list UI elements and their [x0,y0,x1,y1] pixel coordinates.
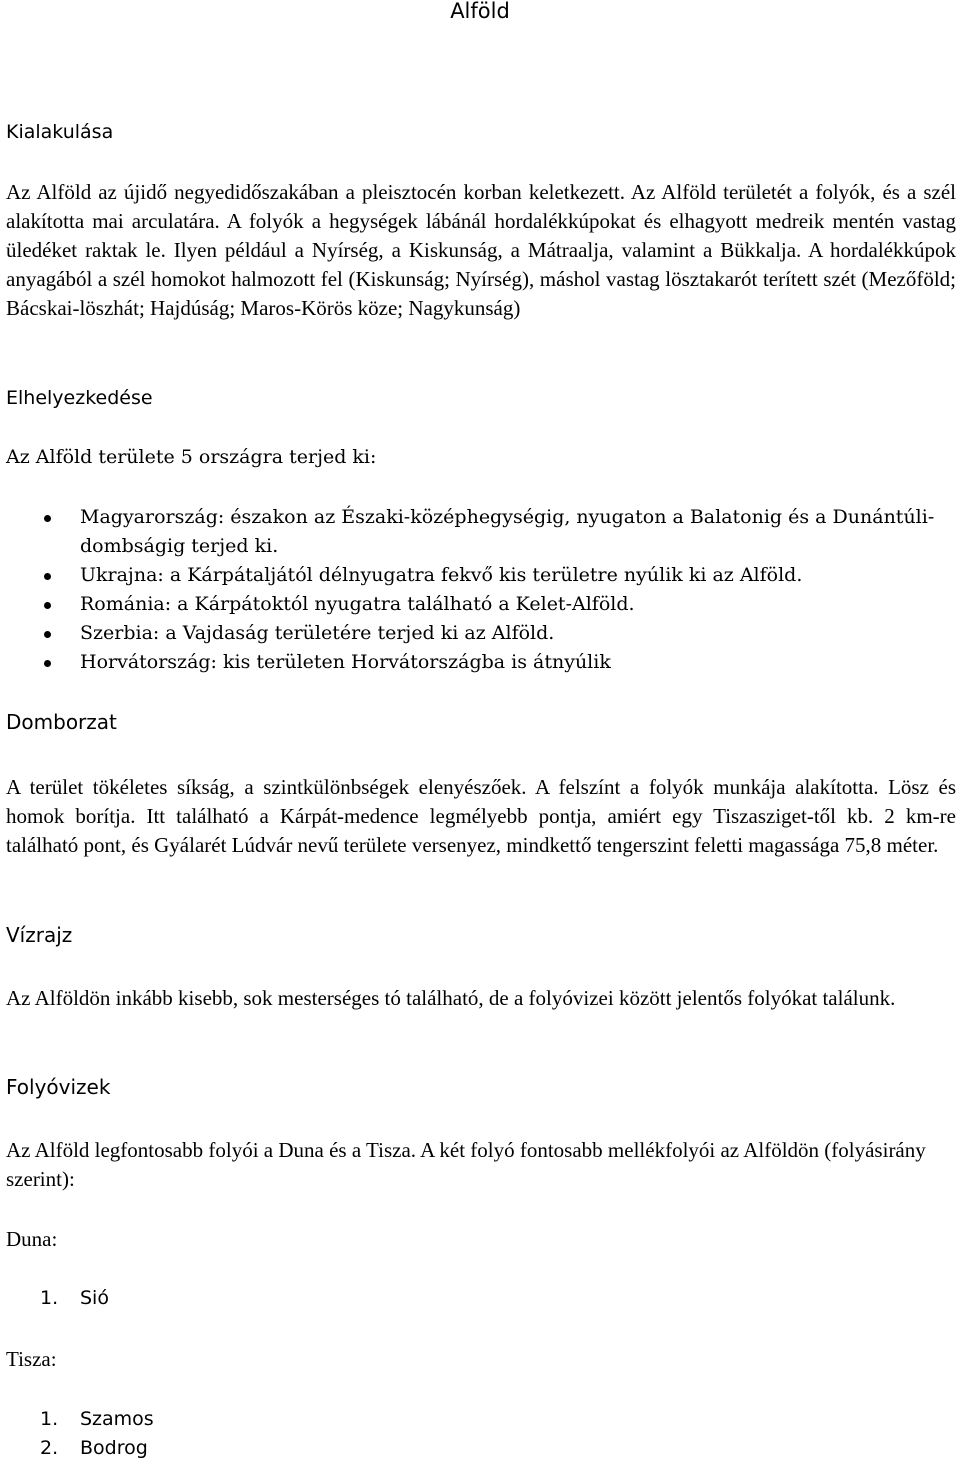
list-item-text: Szamos [80,1408,154,1430]
list-item-number: 2. [40,1437,59,1459]
paragraph-folyovizek: Az Alföld legfontosabb folyói a Duna és a Tisza. A két folyó fontosabb mellékfolyói az Alföldön (folyásirány szerint): [6,1138,926,1191]
bullet-icon [44,602,51,609]
paragraph-domborzat: A terület tökéletes síkság, a szintkülönbségek elenyészőek. A felszínt a folyók munkája alakította. Lösz és homok borítja. Itt található a Kárpát-medence legmélyebb pontja, amiért egy Tiszasziget-től kb. 2 km-re található pont, és Gyálarét Lúdvár nevű területe versenyez, mindkettő tengerszint feletti magassága 75,8 méter. [6,775,956,857]
list-item [0,503,950,561]
list-item [0,648,950,677]
list-item-text: Románia: a Kárpátoktól nyugatra található a Kelet-Alföld. [80,593,635,615]
tisza-label: Tisza: [6,1347,57,1371]
list-item [0,590,950,619]
bullet-icon [44,631,51,638]
list-item-text: Ukrajna: a Kárpátaljától délnyugatra fekvő kis területre nyúlik ki az Alföld. [80,564,803,586]
bullet-icon [44,573,51,580]
list-item-text: Horvátország: kis területen Horvátországba is átnyúlik [80,651,611,673]
bullet-icon [44,660,51,667]
heading-vizrajz: Vízrajz [6,923,73,947]
document-title: Alföld [450,0,510,23]
heading-domborzat: Domborzat [6,710,117,734]
paragraph-elhelyezkedese-intro: Az Alföld területe 5 országra terjed ki: [6,446,377,468]
tisza-tributary-list [40,1405,154,1463]
list-item [0,561,950,590]
list-item-text: Szerbia: a Vajdaság területére terjed ki az Alföld. [80,622,555,644]
list-item [0,619,950,648]
heading-folyovizek: Folyóvizek [6,1075,111,1099]
list-item-number: 1. [40,1408,59,1430]
duna-tributary-list [40,1284,109,1313]
heading-elhelyezkedese: Elhelyezkedése [6,387,153,409]
paragraph-kialakulasa: Az Alföld az újidő negyedidőszakában a pleisztocén korban keletkezett. Az Alföld területét a folyók, és a szél alakította mai arculatára. A folyók a hegységek lábánál hordalékkúpokat és elhagyott medreik mentén vastag üledéket raktak le. Ilyen például a Nyírség, a Kiskunság, a Mátraalja, valamint a Bükkalja. A hordalékkúpok anyagából a szél homokot halmozott fel (Kiskunság; Nyírség), máshol vastag lösztakarót terített szét (Mezőföld; Bácskai-löszhát; Hajdúság; Maros-Körös köze; Nagykunság) [6,180,956,320]
country-list [0,503,950,677]
duna-label: Duna: [6,1227,58,1251]
paragraph-vizrajz: Az Alföldön inkább kisebb, sok mesterséges tó található, de a folyóvizei között jelentős folyókat találunk. [6,986,896,1010]
list-item-text: Magyarország: északon az Északi-középhegységig, nyugaton a Balatonig és a Dunántúli-dombságig terjed ki. [80,506,935,557]
bullet-icon [44,515,51,522]
heading-kialakulasa: Kialakulása [6,121,114,143]
list-item-text: Bodrog [80,1437,148,1459]
list-item [40,1284,109,1313]
list-item-number: 1. [40,1287,59,1309]
list-item-text: Sió [80,1287,109,1309]
list-item [40,1434,154,1463]
list-item [40,1405,154,1434]
